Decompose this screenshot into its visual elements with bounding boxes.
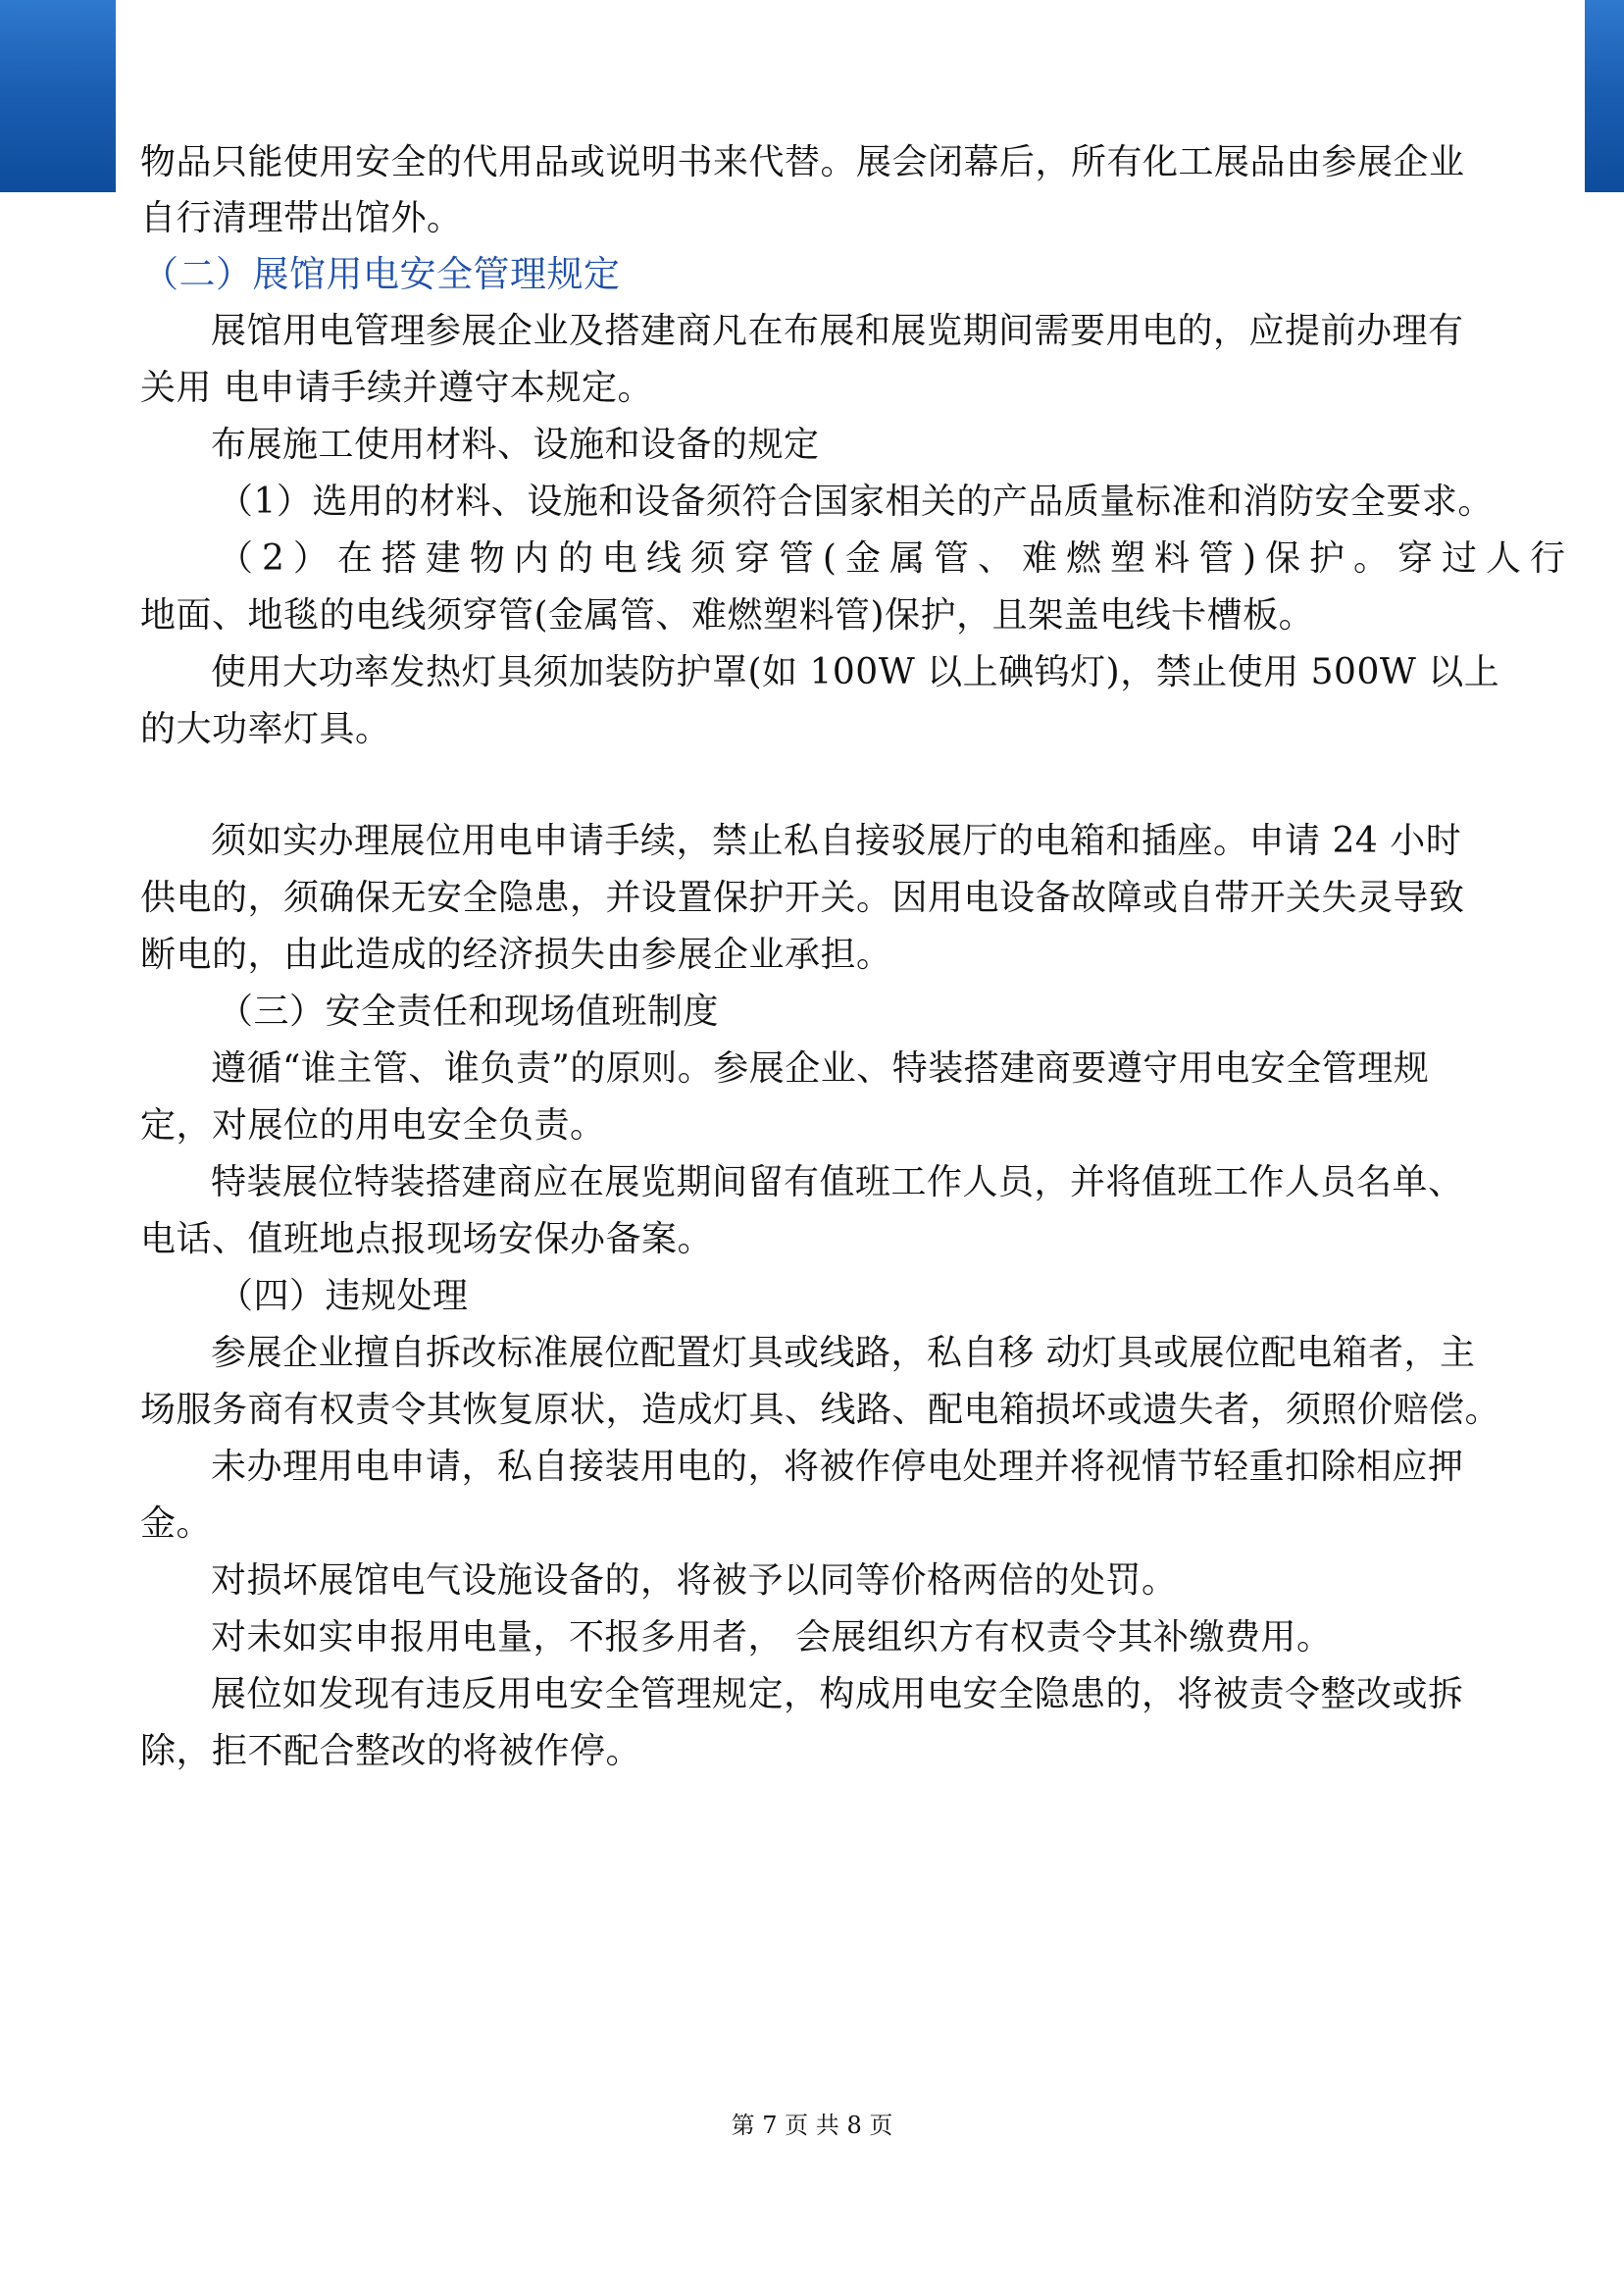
paragraph-line: 特装展位特装搭建商应在展览期间留有值班工作人员，并将值班工作人员名单、 [211,1162,1464,1202]
paragraph-line: 场服务商有权责令其恢复原状，造成灯具、线路、配电箱损坏或遗失者，须照价赔偿。 [140,1390,1501,1430]
paragraph-line: 布展施工使用材料、设施和设备的规定 [211,425,820,465]
paragraph-line: 展馆用电管理参展企业及搭建商凡在布展和展览期间需要用电的，应提前办理有 [211,311,1464,351]
paragraph-line: 金。 [140,1504,213,1544]
paragraph-line: 电话、值班地点报现场安保办备案。 [140,1219,714,1259]
paragraph-line: （1）选用的材料、设施和设备须符合国家相关的产品质量标准和消防安全要求。 [218,482,1494,522]
paragraph-line: 未办理用电申请，私自接装用电的，将被作停电处理并将视情节轻重扣除相应押 [211,1447,1464,1487]
paragraph-line: 对未如实申报用电量，不报多用者， 会展组织方有权责令其补缴费用。 [211,1617,1333,1657]
paragraph-line: 遵循“谁主管、谁负责”的原则。参展企业、特装搭建商要遵守用电安全管理规 [211,1048,1430,1089]
paragraph-line: 须如实办理展位用电申请手续，禁止私自接驳展厅的电箱和插座。申请 24 小时 [211,821,1462,861]
paragraph-line: 物品只能使用安全的代用品或说明书来代替。展会闭幕后，所有化工展品由参展企业 [140,142,1465,182]
subsection-heading: （三）安全责任和现场值班制度 [218,992,720,1032]
paragraph-line: 的大功率灯具。 [140,709,391,749]
corner-decoration-right [1585,0,1624,192]
paragraph-line: 展位如发现有违反用电安全管理规定，构成用电安全隐患的，将被责令整改或拆 [211,1674,1464,1714]
page-number: 第 7 页 共 8 页 [731,2112,893,2139]
paragraph-line: 自行清理带出馆外。 [140,198,463,238]
paragraph-line: 参展企业擅自拆改标准展位配置灯具或线路，私自移 动灯具或展位配电箱者，主 [211,1333,1476,1373]
paragraph-line: 定，对展位的用电安全负责。 [140,1105,606,1146]
paragraph-line: 供电的，须确保无安全隐患，并设置保护开关。因用电设备故障或自带开关失灵导致 [140,878,1465,918]
subsection-heading: （四）违规处理 [218,1276,469,1316]
corner-decoration-left [0,0,116,192]
paragraph-line: 关用 电申请手续并遵守本规定。 [140,368,653,408]
paragraph-line: 地面、地毯的电线须穿管(金属管、难燃塑料管)保护，且架盖电线卡槽板。 [140,595,1315,636]
paragraph-line: 断电的，由此造成的经济损失由参展企业承担。 [140,935,892,975]
paragraph-line: 除，拒不配合整改的将被作停。 [140,1731,642,1771]
paragraph-line: 对损坏展馆电气设施设备的，将被予以同等价格两倍的处罚。 [211,1560,1178,1601]
section-heading: （二）展馆用电安全管理规定 [142,253,621,295]
paragraph-line: 使用大功率发热灯具须加装防护罩(如 100W 以上碘钨灯)，禁止使用 500W 以上 [211,652,1500,692]
paragraph-line: （2）在搭建物内的电线须穿管(金属管、难燃塑料管)保护。穿过人行 [218,538,1574,579]
